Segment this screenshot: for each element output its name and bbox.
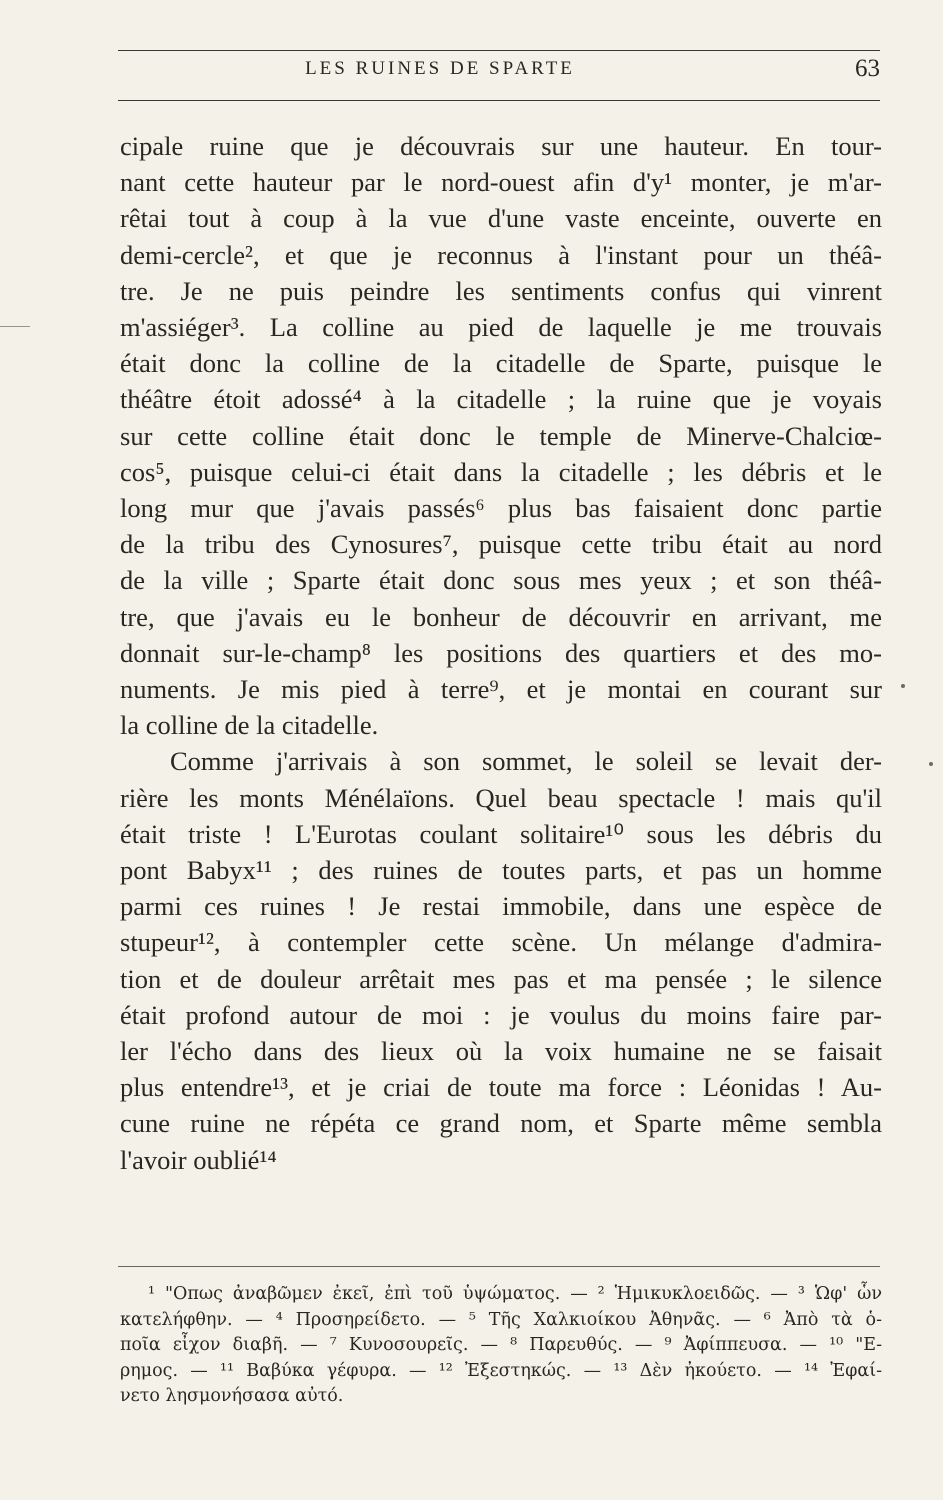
text-line: ler l'écho dans des lieux où la voix humaine ne se faisait bbox=[120, 1036, 882, 1067]
text-line: numents. Je mis pied à terre⁹, et je montai en courant sur bbox=[120, 674, 882, 705]
margin-mark bbox=[0, 326, 30, 327]
page-number: 63 bbox=[855, 55, 880, 82]
page-header bbox=[120, 55, 880, 88]
text-line: Comme j'arrivais à son sommet, le soleil se levait der- bbox=[170, 746, 882, 777]
text-line: théâtre étoit adossé⁴ à la citadelle ; la ruine que je voyais bbox=[120, 384, 882, 415]
footnote-line: νετο λησμονήσασα αὐτό. bbox=[120, 1386, 344, 1406]
text-line: de la ville ; Sparte était donc sous mes yeux ; et son théâ- bbox=[120, 565, 882, 596]
text-line: cune ruine ne répéta ce grand nom, et Sparte même sembla bbox=[120, 1108, 882, 1139]
text-line: parmi ces ruines ! Je restai immobile, dans une espèce de bbox=[120, 891, 882, 922]
text-line: tion et de douleur arrêtait mes pas et ma pensée ; le silence bbox=[120, 963, 882, 994]
text-line: tre, que j'avais eu le bonheur de découvrir en arrivant, me bbox=[120, 601, 882, 632]
text-line: nant cette hauteur par le nord-ouest afin d'y¹ monter, je m'ar- bbox=[120, 167, 882, 198]
text-line: tre. Je ne puis peindre les sentiments confus qui vinrent bbox=[120, 275, 882, 306]
text-line: m'assiéger³. La colline au pied de laquelle je me trouvais bbox=[120, 312, 882, 343]
text-line: était profond autour de moi : je voulus du moins faire par- bbox=[120, 999, 882, 1030]
text-line: rière les monts Ménélaïons. Quel beau spectacle ! mais qu'il bbox=[120, 782, 882, 813]
footnote-line: ¹ "Οπως ἀναβῶμεν ἐκεῖ, ἐπὶ τοῦ ὑψώματος. — ² Ἡμικυκλοειδῶς. — ³ Ὡφ' ὧν bbox=[148, 1284, 882, 1304]
text-line: l'avoir oublié¹⁴ bbox=[120, 1144, 277, 1175]
text-line: demi-cercle², et que je reconnus à l'instant pour un théâ- bbox=[120, 239, 882, 270]
footnote-line: κατελήφθην. — ⁴ Προσηρείδετο. — ⁵ Τῆς Χαλκιοίκου Ἀθηνᾶς. — ⁶ Ἀπὸ τὰ ὁ- bbox=[120, 1309, 882, 1330]
footnote-rule bbox=[118, 1266, 880, 1267]
text-line: donnait sur-le-champ⁸ les positions des quartiers et des mo- bbox=[120, 637, 882, 668]
margin-dot bbox=[901, 684, 905, 688]
footnotes bbox=[120, 1282, 882, 1410]
text-line: de la tribu des Cynosures⁷, puisque cette tribu était au nord bbox=[120, 529, 882, 560]
text-line: stupeur¹², à contempler cette scène. Un mélange d'admira- bbox=[120, 927, 882, 958]
body-text bbox=[120, 128, 882, 1178]
text-line: était triste ! L'Eurotas coulant solitaire¹⁰ sous les débris du bbox=[120, 818, 882, 849]
text-line: sur cette colline était donc le temple de Minerve-Chalciœ- bbox=[120, 420, 882, 451]
header-top-rule bbox=[118, 50, 880, 51]
text-line: était donc la colline de la citadelle de Sparte, puisque le bbox=[120, 348, 882, 379]
text-line: rêtai tout à coup à la vue d'une vaste enceinte, ouverte en bbox=[120, 203, 882, 234]
text-line: la colline de la citadelle. bbox=[120, 710, 379, 741]
text-line: cos⁵, puisque celui-ci était dans la citadelle ; les débris et le bbox=[120, 456, 882, 487]
footnote-line: ρημος. — ¹¹ Βαβύκα γέφυρα. — ¹² Ἐξεστηκώς. — ¹³ Δὲν ἠκούετο. — ¹⁴ Ἐφαί- bbox=[120, 1360, 882, 1381]
header-bottom-rule bbox=[118, 100, 880, 101]
text-line: plus entendre¹³, et je criai de toute ma force : Léonidas ! Au- bbox=[120, 1072, 882, 1103]
margin-dot bbox=[929, 762, 933, 766]
footnote-line: ποῖα εἶχον διαβῆ. — ⁷ Κυνοσουρεῖς. — ⁸ Παρευθύς. — ⁹ Ἀφίππευσα. — ¹⁰ "Ε- bbox=[120, 1335, 882, 1355]
text-line: pont Babyx¹¹ ; des ruines de toutes parts, et pas un homme bbox=[120, 855, 882, 886]
text-line: cipale ruine que je découvrais sur une hauteur. En tour- bbox=[120, 131, 882, 161]
text-line: long mur que j'avais passés⁶ plus bas faisaient donc partie bbox=[120, 493, 882, 524]
running-title: LES RUINES DE SPARTE bbox=[305, 58, 575, 79]
